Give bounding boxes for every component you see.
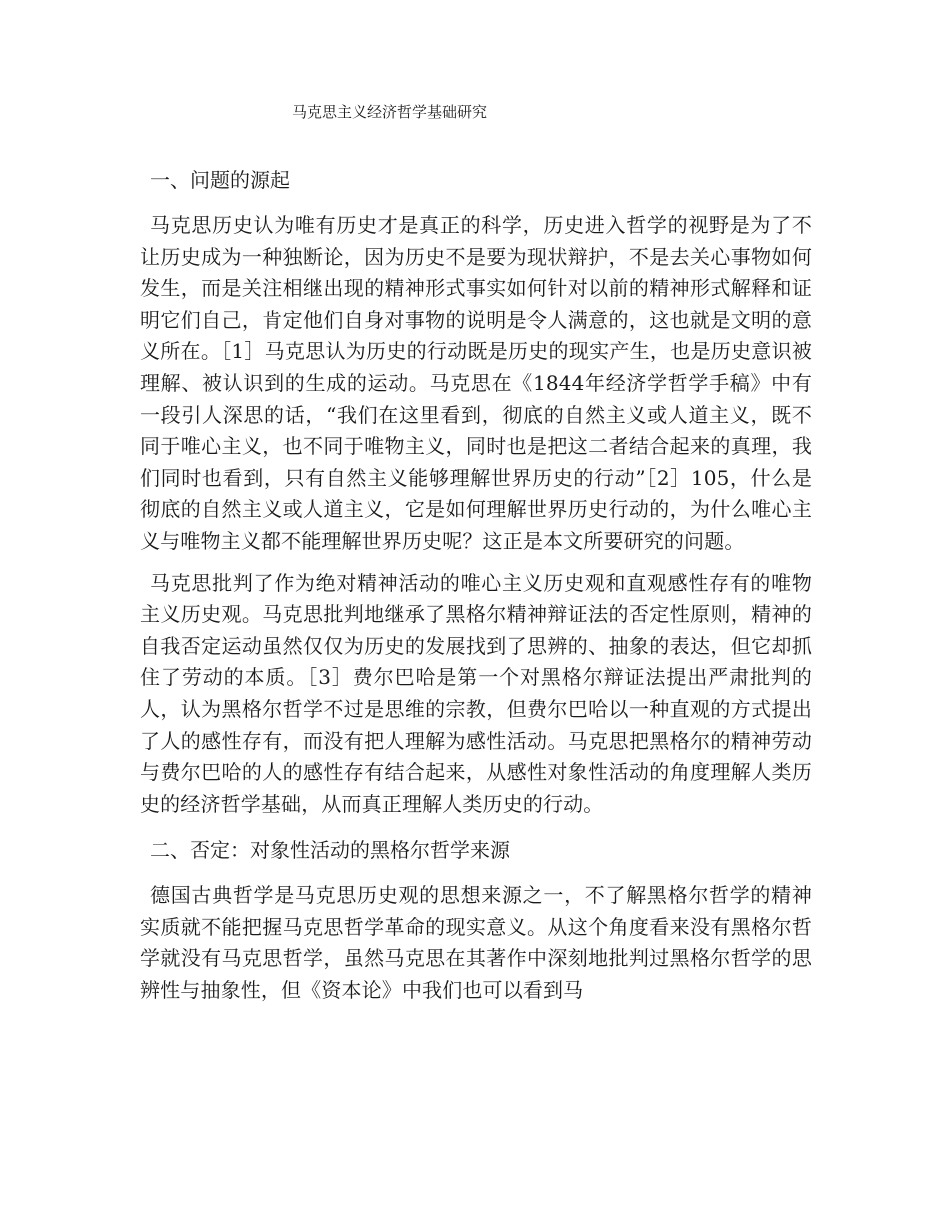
- section-heading: 一、问题的源起: [150, 168, 290, 192]
- section-origin: [140, 160, 812, 820]
- document-title: 马克思主义经济哲学基础研究: [292, 103, 488, 121]
- document-body: [140, 160, 812, 1017]
- body-paragraph: 马克思批判了作为绝对精神活动的唯心主义历史观和直观感性存有的唯物主义历史观。马克思批判地继承了黑格尔精神辩证法的否定性原则，精神的自我否定运动虽然仅仅为历史的发展找到了思辨的、抽象的表达，但它却抓住了劳动的本质。［3］费尔巴哈是第一个对黑格尔辩证法提出严肃批判的人，认为黑格尔哲学不过是思维的宗教，但费尔巴哈以一种直观的方式提出了人的感性存有，而没有把人理解为感性活动。马克思把黑格尔的精神劳动与费尔巴哈的人的感性存有结合起来，从感性对象性活动的角度理解人类历史的经济哲学基础，从而真正理解人类历史的行动。: [140, 570, 812, 816]
- body-paragraph: 马克思历史认为唯有历史才是真正的科学，历史进入哲学的视野是为了不让历史成为一种独断论，因为历史不是要为现状辩护，不是去关心事物如何发生，而是关注相继出现的精神形式事实如何针对以前的精神形式解释和证明它们自己，肯定他们自身对事物的说明是令人满意的，这也就是文明的意义所在。［1］马克思认为历史的行动既是历史的现实产生，也是历史意识被理解、被认识到的生成的运动。马克思在《1844年经济学哲学手稿》中有一段引人深思的话，“我们在这里看到，彻底的自然主义或人道主义，既不同于唯心主义，也不同于唯物主义，同时也是把这二者结合起来的真理，我们同时也看到，只有自然主义能够理解世界历史的行动”［2］105，什么是彻底的自然主义或人道主义，它是如何理解世界历史行动的，为什么唯心主义与唯物主义都不能理解世界历史呢？这正是本文所要研究的问题。: [140, 213, 812, 553]
- body-paragraph: 德国古典哲学是马克思历史观的思想来源之一，不了解黑格尔哲学的精神实质就不能把握马克思哲学革命的现实意义。从这个角度看来没有黑格尔哲学就没有马克思哲学，虽然马克思在其著作中深刻地批判过黑格尔哲学的思辨性与抽象性，但《资本论》中我们也可以看到马: [140, 883, 812, 1003]
- section-negation: [140, 830, 812, 1006]
- section-heading: 二、否定：对象性活动的黑格尔哲学来源: [150, 838, 510, 863]
